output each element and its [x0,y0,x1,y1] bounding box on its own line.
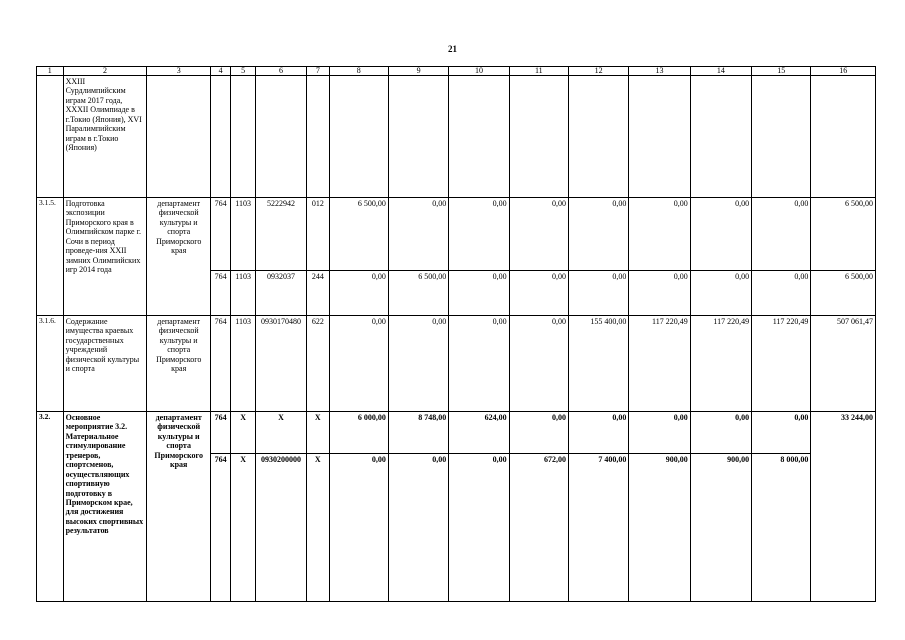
cell: 8 000,00 [752,454,811,602]
cell: 764 [210,198,230,271]
item-code: 3.2. [37,412,64,602]
cell: 117 220,49 [752,316,811,412]
cell: 6 500,00 [811,198,876,271]
cell: 244 [307,271,330,316]
col-header: 3 [147,67,210,76]
col-header: 16 [811,67,876,76]
cell: 622 [307,316,330,412]
department: департамент физической культуры и спорта Приморского края [147,316,210,412]
cell: 5222942 [255,198,306,271]
cell: 8 748,00 [388,412,448,454]
col-header: 15 [752,67,811,76]
cell: 0,00 [388,198,448,271]
cell: 900,00 [690,454,751,602]
cell: Х [255,412,306,454]
cell: 6 500,00 [811,271,876,316]
page-number: 21 [448,44,457,54]
col-header: 13 [629,67,690,76]
col-header: 1 [37,67,64,76]
col-header: 14 [690,67,751,76]
cell: 0,00 [629,198,690,271]
item-name: Подготовка экспозиции Приморского края в Олимпийском парке г. Сочи в период проведе-ния XXII зимних Олимпийских игр 2014 года [63,198,147,316]
cell: 6 500,00 [388,271,448,316]
col-header: 6 [255,67,306,76]
col-header: 12 [568,67,628,76]
cell: 0,00 [752,271,811,316]
cell: 012 [307,198,330,271]
department: департамент физической культуры и спорта Приморского края [147,412,210,602]
header-row [37,67,876,76]
cell: 1103 [231,198,256,271]
col-header: 7 [307,67,330,76]
cell: 0,00 [388,454,448,602]
cell: 0,00 [388,316,448,412]
col-header: 9 [388,67,448,76]
cell: Х [231,412,256,454]
cell: 0932037 [255,271,306,316]
cell: 0,00 [449,454,509,602]
cell: 0,00 [449,198,509,271]
cell: 0,00 [690,271,751,316]
cell: 0,00 [509,412,568,454]
cell: 6 500,00 [329,198,388,271]
table-row [37,316,876,412]
cell: 0,00 [329,316,388,412]
cell: 0,00 [690,198,751,271]
cell: 672,00 [509,454,568,602]
cell: 1103 [231,271,256,316]
col-header: 2 [63,67,147,76]
cell: 0,00 [752,412,811,454]
cell: 764 [210,271,230,316]
cell: 900,00 [629,454,690,602]
cell: 7 400,00 [568,454,628,602]
cell: 0,00 [568,271,628,316]
cell: 507 061,47 [811,316,876,412]
cell: 0,00 [449,316,509,412]
budget-table [36,66,876,602]
cell: 0,00 [509,271,568,316]
col-header: 11 [509,67,568,76]
cell: 0,00 [509,198,568,271]
cell: 0930170480 [255,316,306,412]
table-row [37,412,876,454]
cell: 764 [210,316,230,412]
col-header: 4 [210,67,230,76]
item-total: 33 244,00 [811,412,876,602]
item-name: Содержание имущества краевых государственных учреждений физической культуры и спорта [63,316,147,412]
cell: 117 220,49 [690,316,751,412]
cell: 0930200000 [255,454,306,602]
cell: 155 400,00 [568,316,628,412]
department: департамент физической культуры и спорта Приморского края [147,198,210,316]
cell: 117 220,49 [629,316,690,412]
cell: 0,00 [690,412,751,454]
cell: 624,00 [449,412,509,454]
cell: 0,00 [629,271,690,316]
cell: Х [307,454,330,602]
continuation-name: XXIII Сурдлимпийским играм 2017 года, XXXII Олимпиаде в г.Токио (Япония), XVI Паралимпийским играм в г.Токио (Япония) [63,76,147,198]
col-header: 8 [329,67,388,76]
item-code: 3.1.6. [37,316,64,412]
cell: 0,00 [509,316,568,412]
cell: 6 000,00 [329,412,388,454]
cell: Х [231,454,256,602]
cell: 1103 [231,316,256,412]
cell: 0,00 [752,198,811,271]
item-name: Основное мероприятие 3.2. Материальное стимулирование тренеров, спортсменов, осуществляющих спортивную подготовку в Приморском крае, для достижения высоких спортивных результатов [63,412,147,602]
cell: 0,00 [568,198,628,271]
col-header: 10 [449,67,509,76]
cell: 764 [210,454,230,602]
item-code: 3.1.5. [37,198,64,316]
cell: Х [307,412,330,454]
cell: 0,00 [629,412,690,454]
cell: 764 [210,412,230,454]
cell: 0,00 [449,271,509,316]
cell: 0,00 [568,412,628,454]
col-header: 5 [231,67,256,76]
cell: 0,00 [329,454,388,602]
table-row [37,76,876,198]
table-row [37,198,876,271]
cell: 0,00 [329,271,388,316]
